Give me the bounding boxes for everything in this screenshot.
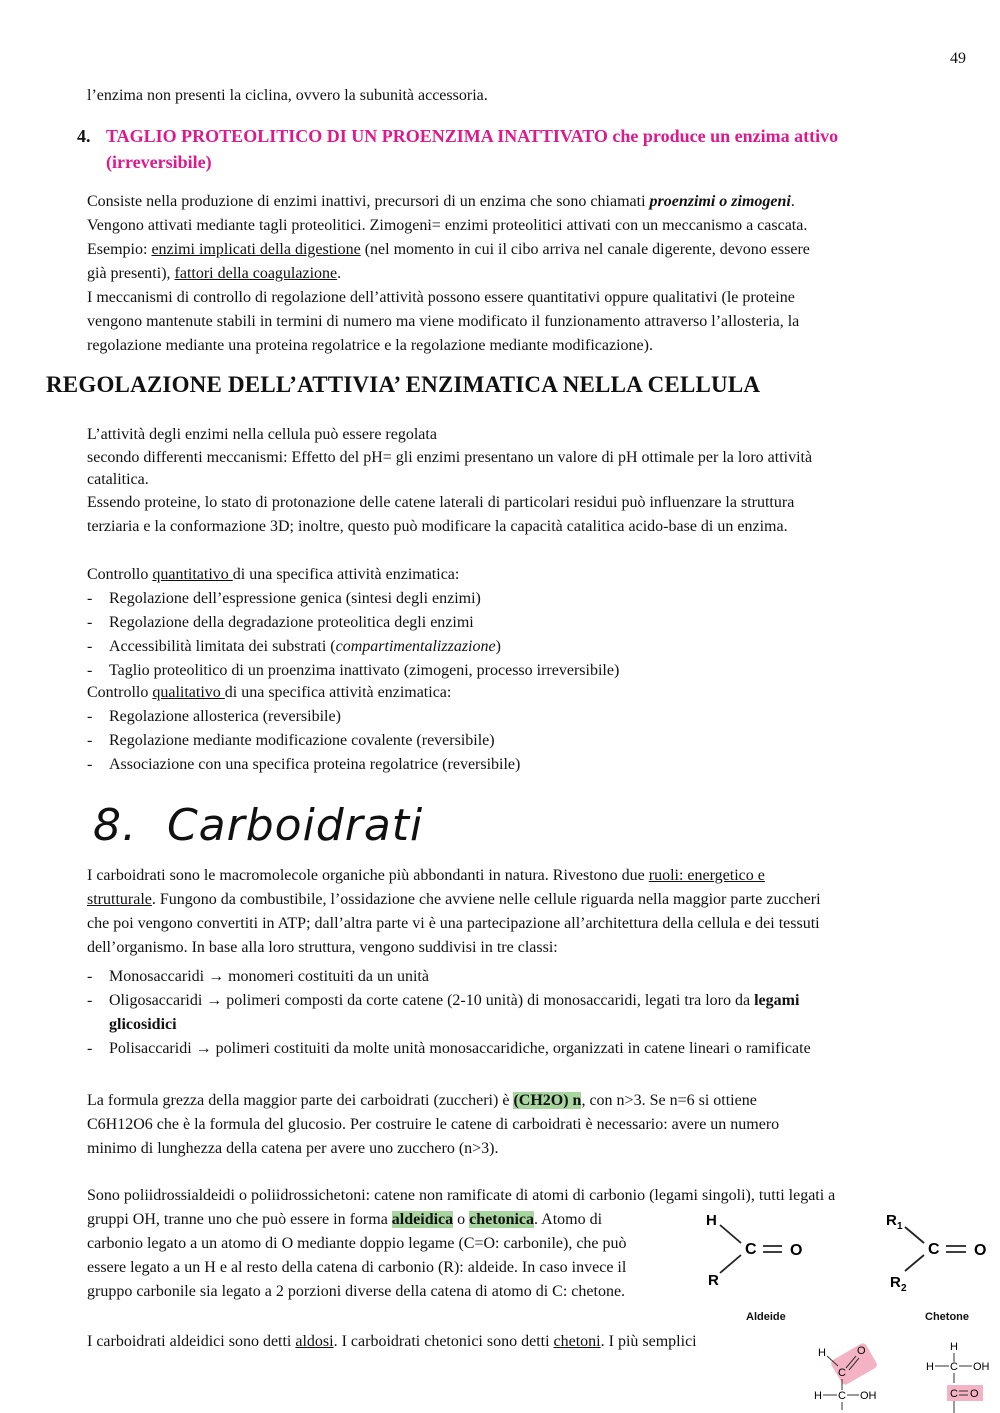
text: (nel momento in cui il cibo arriva nel canale digerente, devono essere <box>360 241 810 258</box>
list-item: - Monosaccaridi → monomeri costituiti da un unità <box>87 968 429 985</box>
highlighted-term: chetonica <box>469 1211 535 1228</box>
text: vengono mantenute stabili in termini di numero ma viene modificato il funzionamento attraverso l’allosteria, la <box>87 313 800 330</box>
atom-h: H <box>818 1347 826 1359</box>
list-item: - Polisaccaridi → polimeri costituiti da molte unità monosaccaridiche, organizzati in catene lineari o ramificate <box>87 1040 811 1057</box>
text: C6H12O6 che è la formula del glucosio. Per costruire le catene di carboidrati è necessario: avere un numero <box>87 1116 780 1133</box>
text: catalitica. <box>87 471 149 488</box>
text: . Fungono da combustibile, l’ossidazione che avviene nelle cellule riguarda nella maggior parte zuccheri <box>151 891 821 908</box>
term-proenzimi: proenzimi o zimogeni <box>649 193 791 210</box>
atom-h: H <box>926 1361 934 1373</box>
chetone-label: Chetone <box>925 1311 969 1323</box>
text: di una specifica attività enzimatica: <box>224 684 452 701</box>
section-heading: REGOLAZIONE DELL’ATTIVIA’ ENZIMATICA NELLA CELLULA <box>46 372 761 397</box>
ketose-small-structure <box>920 1338 1000 1413</box>
text: minimo di lunghezza della catena per avere uno zucchero (n>3). <box>87 1140 499 1157</box>
section-4-number: 4. <box>77 126 91 146</box>
aldose-small-structure <box>808 1340 890 1410</box>
text: . Atomo di <box>534 1211 603 1228</box>
subscript: 2 <box>901 1283 907 1294</box>
chapter-title: 8. Carboidrati <box>93 800 424 851</box>
list-item: - Regolazione dell’espressione genica (sintesi degli enzimi) <box>87 590 481 607</box>
text: gruppi OH, tranne uno che può essere in forma <box>87 1211 392 1228</box>
text: I carboidrati sono le macromolecole organiche più abbondanti in natura. Rivestono due <box>87 867 649 884</box>
text: secondo differenti meccanismi: Effetto del pH= gli enzimi presentano un valore di pH ottimale per la loro attività <box>87 449 813 466</box>
atom-r: R <box>708 1272 719 1289</box>
text: Vengono attivati mediante tagli proteolitici. Zimogeni= enzimi proteolitici attivati con un meccanismo a cascata. <box>87 217 808 234</box>
text: La formula grezza della maggior parte dei carboidrati (zuccheri) è <box>87 1092 514 1109</box>
list-item: - Oligosaccaridi → polimeri composti da corte catene (2-10 unità) di monosaccaridi, legati tra loro da legami <box>87 992 800 1009</box>
page-number: 49 <box>950 50 966 67</box>
atom-r1: R <box>886 1212 897 1229</box>
paragraph-proenzimi <box>87 190 810 358</box>
highlighted-term: aldeidica <box>391 1211 454 1228</box>
list-quantitativo <box>87 563 619 683</box>
list-item: - Taglio proteolitico di un proenzima inattivato (zimogeni, processo irreversibile) <box>87 662 620 679</box>
text: o <box>453 1211 470 1228</box>
atom-h: H <box>706 1212 717 1229</box>
atom-h: H <box>950 1341 958 1353</box>
text: che poi vengono convertiti in ATP; dall’altra parte vi è una partecipazione all’architettura della cellula e dei tessuti <box>87 915 820 932</box>
bond-line <box>720 1255 741 1273</box>
text: essere legato a un H e al resto della catena di carbonio (R): aldeide. In caso invece il <box>87 1259 627 1276</box>
list-item-continuation: glicosidici <box>109 1016 177 1033</box>
atom-h: H <box>814 1390 822 1402</box>
text: Controllo <box>87 684 153 701</box>
underlined-term: enzimi implicati della digestione <box>151 241 361 258</box>
chetone-structure-figure <box>880 1205 995 1320</box>
atom-o: O <box>974 1242 987 1259</box>
atom-r2: R <box>890 1274 901 1291</box>
atom-c: C <box>838 1367 846 1379</box>
atom-o: O <box>970 1388 979 1400</box>
bond-line <box>905 1255 924 1271</box>
atom-c: C <box>950 1361 958 1373</box>
paragraph-carboidrati <box>87 864 821 960</box>
underlined-term: ruoli: energetico e <box>648 867 765 884</box>
aldeide-label: Aldeide <box>746 1311 786 1323</box>
bond-line <box>720 1225 741 1243</box>
text: I meccanismi di controllo di regolazione dell’attività possono essere quantitativi oppure qualitativi (le proteine <box>87 289 795 306</box>
bond-line <box>905 1227 924 1243</box>
highlighted-formula: (CH2O) n <box>513 1092 582 1109</box>
atom-c: C <box>928 1241 940 1258</box>
underlined-term: chetoni <box>553 1333 601 1350</box>
atom-oh: OH <box>973 1361 990 1373</box>
aldeide-structure-figure <box>700 1205 815 1320</box>
text: Esempio: <box>87 241 152 258</box>
list-item: - Associazione con una specifica proteina regolatrice (reversibile) <box>87 756 521 773</box>
text: dell’organismo. In base alla loro struttura, vengono suddivisi in tre classi: <box>87 939 558 956</box>
list-item: - Regolazione mediante modificazione covalente (reversibile) <box>87 732 495 749</box>
text: Consiste nella produzione di enzimi inattivi, precursori di un enzima che sono chiamati <box>87 193 650 210</box>
underlined-term: qualitativo <box>152 684 225 701</box>
section-4-title-line1: TAGLIO PROTEOLITICO DI UN PROENZIMA INATTIVATO che produce un enzima attivo <box>106 126 839 146</box>
text: carbonio legato a un atomo di O mediante doppio legame (C=O: carbonile), che può <box>87 1235 627 1252</box>
intro-line: l’enzima non presenti la ciclina, ovvero la subunità accessoria. <box>87 87 488 104</box>
atom-c: C <box>745 1241 757 1258</box>
list-item: - Accessibilità limitata dei substrati (compartimentalizzazione) <box>87 638 501 655</box>
list-item: - Regolazione allosterica (reversibile) <box>87 708 341 725</box>
text: terziaria e la conformazione 3D; inoltre, questo può modificare la capacità catalitica acido-base di un enzima. <box>87 518 788 535</box>
text: , con n>3. Se n=6 si ottiene <box>581 1092 757 1109</box>
underlined-term: strutturale <box>87 891 152 908</box>
text: già presenti), <box>87 265 175 282</box>
text: L’attività degli enzimi nella cellula può essere regolata <box>87 426 437 443</box>
text: di una specifica attività enzimatica: <box>232 566 460 583</box>
section-4-heading <box>77 123 838 149</box>
atom-c: C <box>950 1388 958 1400</box>
paragraph-aldosi: I carboidrati aldeidici sono detti aldosi. I carboidrati chetonici sono detti chetoni. I più semplici <box>87 1333 697 1350</box>
paragraph-formula <box>87 1089 779 1161</box>
text: . <box>337 265 342 282</box>
text: regolazione mediante una proteina regolatrice e la regolazione mediante modificazione). <box>87 337 653 354</box>
atom-oh: OH <box>860 1390 877 1402</box>
list-item: - Regolazione della degradazione proteolitica degli enzimi <box>87 614 474 631</box>
text: gruppo carbonile sia legato a 2 porzioni diverse della catena di atomo di C: chetone. <box>87 1283 626 1300</box>
text: Essendo proteine, lo stato di protonazione delle catene laterali di particolari residui può influenzare la struttura <box>87 494 795 511</box>
text: . <box>790 193 795 210</box>
atom-o: O <box>857 1345 866 1357</box>
section-4-title-line2: (irreversibile) <box>106 152 212 172</box>
atom-c: C <box>838 1390 846 1402</box>
list-qualitativo <box>87 681 520 777</box>
paragraph-regolazione <box>87 423 812 539</box>
list-classi <box>87 965 811 1061</box>
text: Controllo <box>87 566 153 583</box>
underlined-term: aldosi <box>295 1333 334 1350</box>
underlined-term: quantitativo <box>152 566 233 583</box>
underlined-term: fattori della coagulazione <box>174 265 338 282</box>
atom-o: O <box>790 1242 803 1259</box>
subscript: 1 <box>897 1221 903 1232</box>
text: Sono poliidrossialdeidi o poliidrossichetoni: catene non ramificate di atomi di carbonio (legami singoli), tutti legati a <box>87 1187 836 1204</box>
